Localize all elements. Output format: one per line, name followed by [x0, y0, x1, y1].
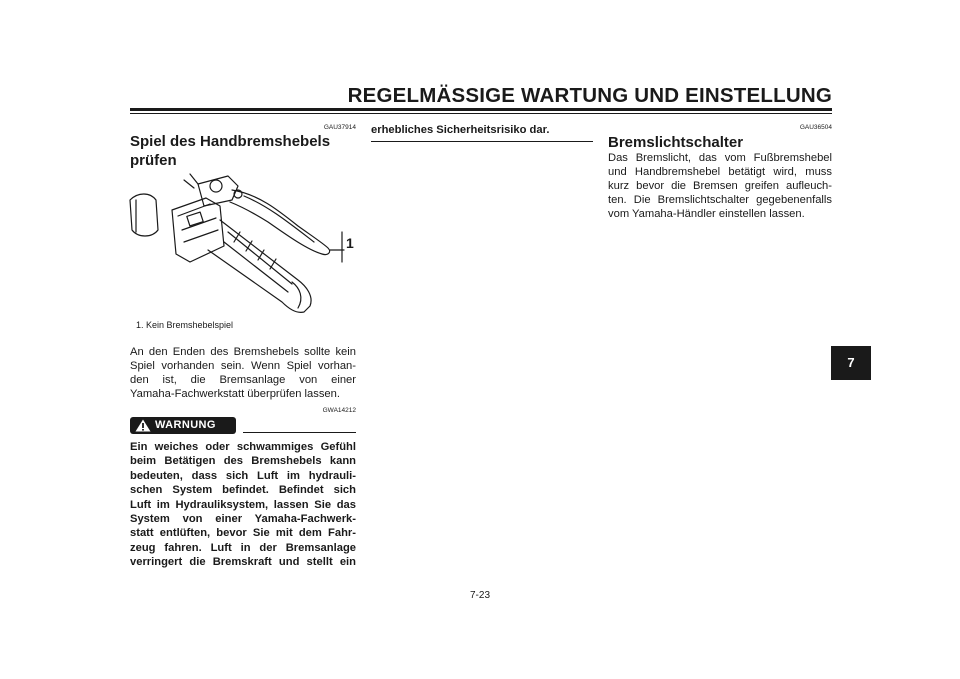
section-title-line: Spiel des Handbremshebels: [130, 133, 331, 150]
body-paragraph: [130, 345, 356, 401]
section-title: [130, 132, 330, 170]
brake-lever-illustration: [128, 170, 358, 315]
page-header-title: REGELMÄSSIGE WARTUNG UND EINSTELLUNG: [347, 84, 832, 107]
header-rule: [130, 108, 832, 111]
body-line: Das Bremslicht, das vom Fußbremshebel: [608, 152, 832, 164]
header-rule-thin: [130, 113, 832, 114]
page-number: 7-23: [469, 590, 490, 601]
warning-line: statt entlüften, bevor Sie mit dem Fahr-: [130, 527, 356, 540]
warning-line: beim Betätigen des Bremshebels kann: [130, 455, 356, 468]
callout-number: 1: [346, 235, 354, 251]
warning-line: bedeuten, dass sich Luft im hydrauli-: [130, 469, 356, 482]
body-paragraph: [608, 151, 832, 221]
warning-line: erhebliches Sicherheitsrisiko dar.: [371, 124, 550, 136]
warning-continuation: [371, 123, 593, 137]
warning-line: verringert die Bremskraft und stellt ein: [130, 556, 356, 569]
body-line: Spiel vorhanden sein. Wenn Spiel vorhan-: [130, 360, 356, 372]
section-title-line: prüfen: [130, 152, 177, 169]
warning-line: Luft im Hydrauliksystem, lassen Sie das: [130, 498, 356, 511]
section-code: GAU37914: [323, 124, 356, 131]
warning-line: Ein weiches oder schwammiges Gefühl: [130, 441, 356, 453]
warning-line: zeug fahren. Luft in der Bremsanlage: [130, 541, 356, 554]
body-line: und Handbremshebel betätigt wird, muss: [608, 166, 832, 178]
body-line: Yamaha-Fachwerkstatt überprüfen lassen.: [130, 388, 340, 400]
warning-label: WARNUNG: [155, 419, 216, 431]
warning-code: GWA14212: [322, 407, 356, 414]
warning-triangle-icon: [135, 419, 151, 432]
warning-line: System von einer Yamaha-Fachwerk-: [130, 513, 356, 526]
chapter-tab: 7: [831, 346, 871, 380]
warning-end-rule: [371, 141, 593, 142]
body-line: An den Enden des Bremshebels sollte kein: [130, 346, 356, 358]
body-line: kurz bevor die Bremsen greifen aufleuch-: [608, 180, 832, 192]
warning-text: [130, 440, 356, 570]
figure-caption: 1. Kein Bremshebelspiel: [136, 320, 234, 330]
warning-rule: [243, 432, 356, 433]
section-code: GAU36504: [799, 124, 832, 131]
section-title: Bremslichtschalter: [608, 134, 744, 151]
warning-badge: [130, 417, 236, 434]
body-line: ten. Die Bremslichtschalter gegebenenfalls: [608, 194, 832, 206]
body-line: vom Yamaha-Händler einstellen lassen.: [608, 208, 805, 220]
warning-line: schen System befindet. Befindet sich: [130, 484, 356, 497]
body-line: den ist, die Bremsanlage von einer: [130, 374, 356, 386]
